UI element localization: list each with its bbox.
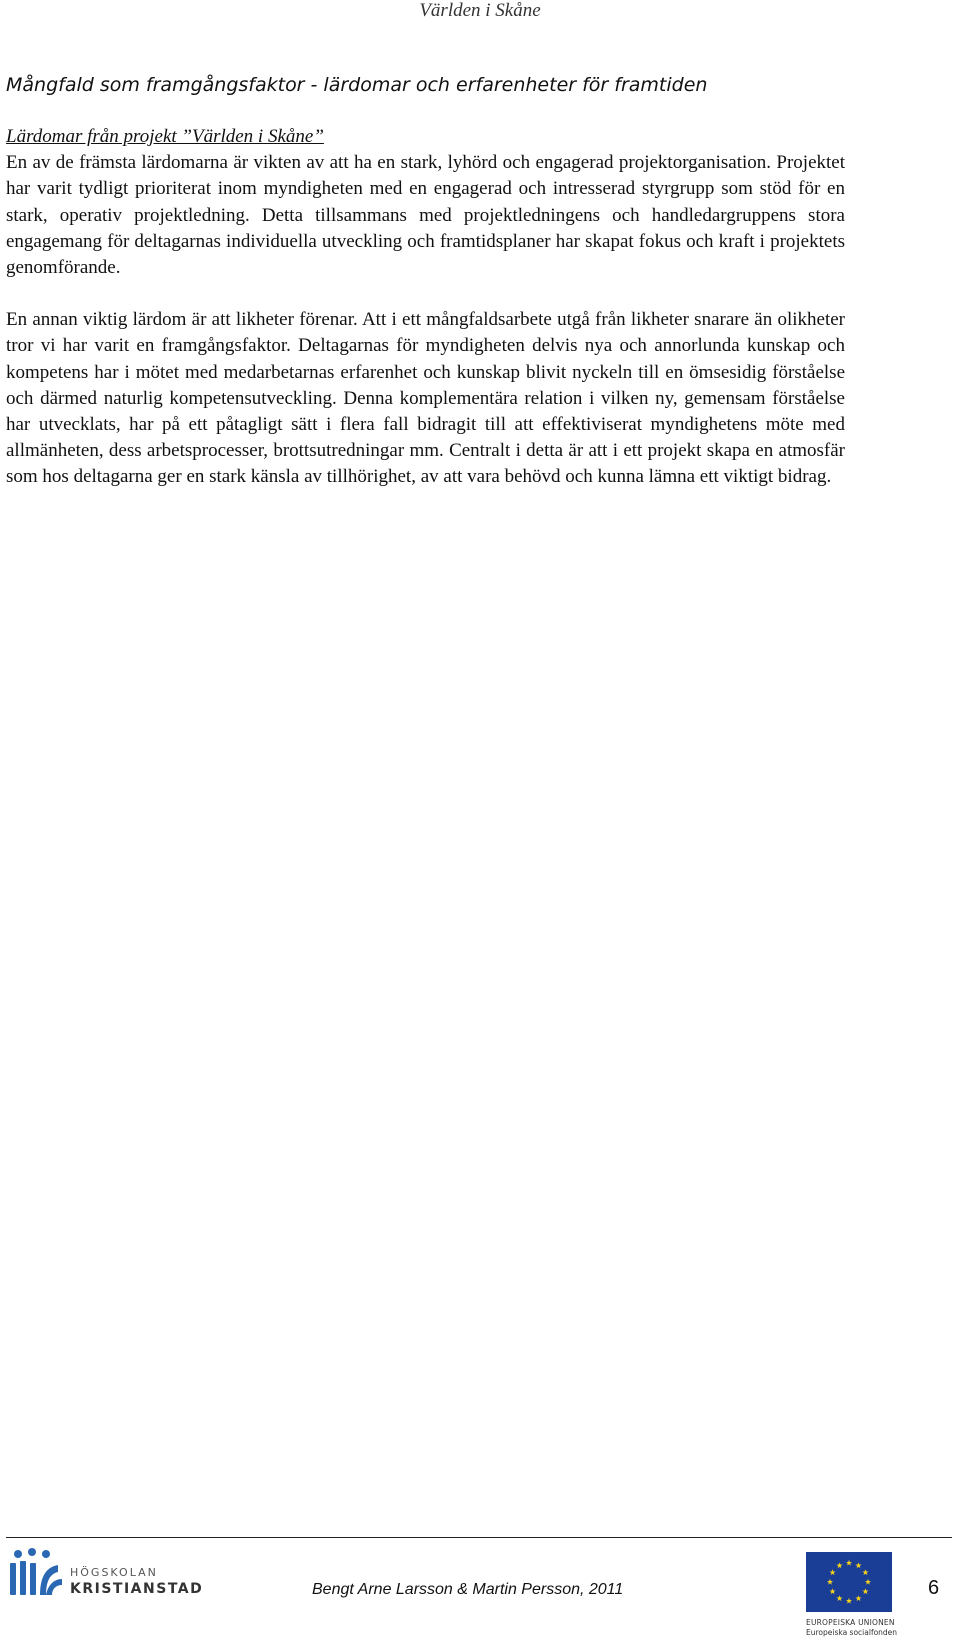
footer-divider [6, 1537, 952, 1538]
eu-logo-line2: Europeiska socialfonden [806, 1628, 898, 1637]
eu-star [830, 1588, 836, 1594]
eu-star [836, 1595, 842, 1601]
subheading: Lärdomar från projekt ”Världen i Skåne” [6, 126, 324, 147]
eu-logo-line1: EUROPEISKA UNIONEN [806, 1618, 895, 1627]
eu-star [830, 1569, 836, 1575]
eu-star [846, 1560, 852, 1566]
hkr-logo-line1: HÖGSKOLAN [70, 1566, 158, 1579]
eu-star [855, 1562, 861, 1568]
paragraph-2: En annan viktig lärdom är att likheter förenar. Att i ett mångfaldsarbete utgå från likheter snarare än olikheter tror vi har varit en framgångsfaktor. Deltagarnas för myndigheten delvis nya och annorlunda kunskap och kompetens har i mötet med medarbetarnas erfarenhet och kunskap blivit nyckeln till en ömsesidig förståelse och därmed naturlig kompetensutveckling. Denna komplementära relation i vilken ny, gemensam förståelse har utvecklats, har på ett påtagligt sätt i flera fall bidragit till att effektiviserat myndighetens möte med allmänheten, dess arbetsprocesser, brottsutredningar mm. Centralt i detta är att i ett projekt skapa en atmosfär som hos deltagarna ger en stark känsla av tillhörighet, av att vara behövd och kunna lämna ett viktigt bidrag. [6, 309, 845, 488]
hkr-logo [6, 1547, 204, 1607]
running-header: Världen i Skåne [419, 0, 541, 21]
body-text [6, 124, 845, 491]
eu-star [827, 1579, 833, 1585]
footer-authors: Bengt Arne Larsson & Martin Persson, 2011 [312, 1581, 624, 1598]
eu-logo [806, 1552, 898, 1644]
hkr-crown-logo-icon [6, 1547, 66, 1607]
eu-star [836, 1562, 842, 1568]
eu-stars [806, 1552, 892, 1612]
eu-star [865, 1579, 871, 1585]
section-heading: Mångfald som framgångsfaktor - lärdomar och erfarenheter för framtiden [6, 74, 708, 96]
hkr-logo-line2: KRISTIANSTAD [70, 1581, 204, 1597]
eu-star [855, 1595, 861, 1601]
page-number: 6 [928, 1577, 940, 1599]
eu-flag-icon [806, 1552, 892, 1612]
eu-star [862, 1588, 868, 1594]
paragraph-1: En av de främsta lärdomarna är vikten av att ha en stark, lyhörd och engagerad projektorganisation. Projektet har varit tydligt prioriterat inom myndigheten med en engagerad och intresserad styrgrupp som stöd för en stark, operativ projektledning. Detta tillsammans med projektledningens och handledargruppens stora engagemang för deltagarnas individuella utveckling och framtidsplaner har skapat fokus och kraft i projektets genomförande. [6, 152, 845, 279]
eu-star [846, 1598, 852, 1604]
eu-star [862, 1569, 868, 1575]
